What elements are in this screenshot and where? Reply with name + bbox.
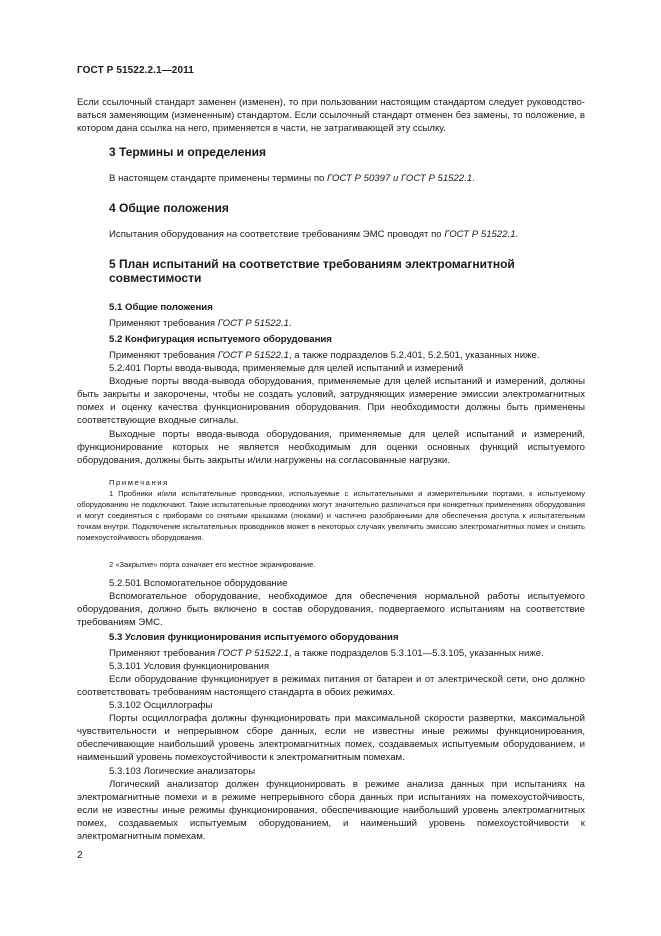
clause-5-3-101-title: 5.3.101 Условия функционирования [109,661,270,672]
note-1: 1 Пробники и/или испытательные проводники, используемые с испытательными и измерительными портами, к испытуемому оборудованию не подключают. Такие испытательные проводники могут значительно различаться при конкретных применениях оборудования и могут соединяться с приборами со снятыми крышками (люками) и частично разобранными для обеспечения доступа к испытательным точкам внутри. Подключение испытательных проводников может в некоторых случаях увеличить эмиссию электромагнитных помех и снизить помехоустойчивость оборудования. [77,489,585,542]
ref-gost-51522-1: ГОСТ Р 51522.1 [444,229,516,240]
section-3-heading: 3 Термины и определения [109,145,267,159]
ref-gost-51522-1: ГОСТ Р 51522.1 [217,648,289,659]
clause-5-3-103-text: Логический анализатор должен функционировать в режиме анализа данных при испытаниях на электромагнитные помехи и в режиме непрерывного сбора данных при испытаниях на помехоустойчивость, если не известны иные режимы функционирования, обеспечивающие наибольший уровень электромагнитных помех, создаваемых испытуемым оборудованием, и наименьший уровень помехоустойчивости к электромагнитным помехам. [77,779,585,842]
clause-5-2-501-title: 5.2.501 Вспомогательное оборудование [109,578,288,589]
section-5-3-requirements: Применяют требования ГОСТ Р 51522.1, а также подразделов 5.3.101—5.3.105, указанных ниже. [109,648,544,659]
section-4-text: Испытания оборудования на соответствие требованиям ЭМС проводят по ГОСТ Р 51522.1. [109,229,519,240]
clause-5-2-501-text: Вспомогательное оборудование, необходимое для обеспечения нормальной работы испытуемого оборудования, должно быть включено в состав оборудования, подвергаемого испытаниям на соответствие требованиям ЭМС. [77,591,585,628]
clause-5-3-101-text: Если оборудование функционирует в режимах питания от батареи и от электрической сети, оно должно соответствовать требованиям настоящего стандарта в обоих режимах. [77,674,585,698]
clause-5-2-401-text-2: Выходные порты ввода-вывода оборудования, применяемые для целей испытаний и измерений, функционирование которых не является необходимым для оценки основных функций испытуемого оборудования, должны быть закрыты и/или нагружены на согласованные нагрузки. [77,429,585,466]
section-5-2-requirements: Применяют требования ГОСТ Р 51522.1, а также подразделов 5.2.401, 5.2.501, указанных ниже. [109,350,540,361]
section-4-heading: 4 Общие положения [109,201,229,215]
ref-gost-51522-1: ГОСТ Р 51522.1 [217,350,289,361]
notes-label: Примечания [109,478,169,487]
section-5-2-heading: 5.2 Конфигурация испытуемого оборудования [109,334,332,345]
clause-5-2-401-title: 5.2.401 Порты ввода-вывода, применяемые для целей испытаний и измерений [109,363,464,374]
clause-5-3-103-title: 5.3.103 Логические анализаторы [109,766,256,777]
ref-gost-terms: ГОСТ Р 50397 и ГОСТ Р 51522.1 [327,173,473,184]
clause-5-3-102-text: Порты осциллографа должны функционировать при максимальной скорости развертки, максимальной чувствительности и непрерывном сборе данных, если не известны иные режимы функционирования, обеспечивающие наибольший уровень электромагнитных помех, создаваемых испытуемым оборудованием, и наименьший уровень помехоустойчивости к электромагнитным помехам. [77,713,585,763]
page-number: 2 [77,850,83,861]
section-3-text: В настоящем стандарте применены термины по ГОСТ Р 50397 и ГОСТ Р 51522.1. [109,173,475,184]
intro-paragraph: Если ссылочный стандарт заменен (изменен), то при пользовании настоящим стандартом следует руководствоваться заменяющим (измененным) стандартом. Если ссылочный стандарт отменен без замены, то положение, в котором дана ссылка на него, применяется в части, не затрагивающей эту ссылку. [77,97,585,134]
section-5-1-heading: 5.1 Общие положения [109,302,213,313]
section-5-heading: 5 План испытаний на соответствие требованиям электромагнитной совместимости [109,257,515,285]
section-5-1-text: Применяют требования ГОСТ Р 51522.1. [109,318,292,329]
clause-5-2-401-text-1: Входные порты ввода-вывода оборудования, применяемые для целей испытаний и измерений, должны быть закрыты и закорочены, чтобы не создать условий, затрудняющих измерение эмиссии электромагнитных помех и оценку качества функционирования оборудования. При необходимости должны быть применены соответствующие входные сигналы. [77,376,585,426]
document-header: ГОСТ Р 51522.2.1—2011 [77,65,194,76]
ref-gost-51522-1: ГОСТ Р 51522.1 [217,318,289,329]
note-2: 2 «Закрытие» порта означает его местное экранирование. [109,560,316,569]
section-5-3-heading: 5.3 Условия функционирования испытуемого оборудования [109,632,399,643]
clause-5-3-102-title: 5.3.102 Осциллографы [109,700,213,711]
